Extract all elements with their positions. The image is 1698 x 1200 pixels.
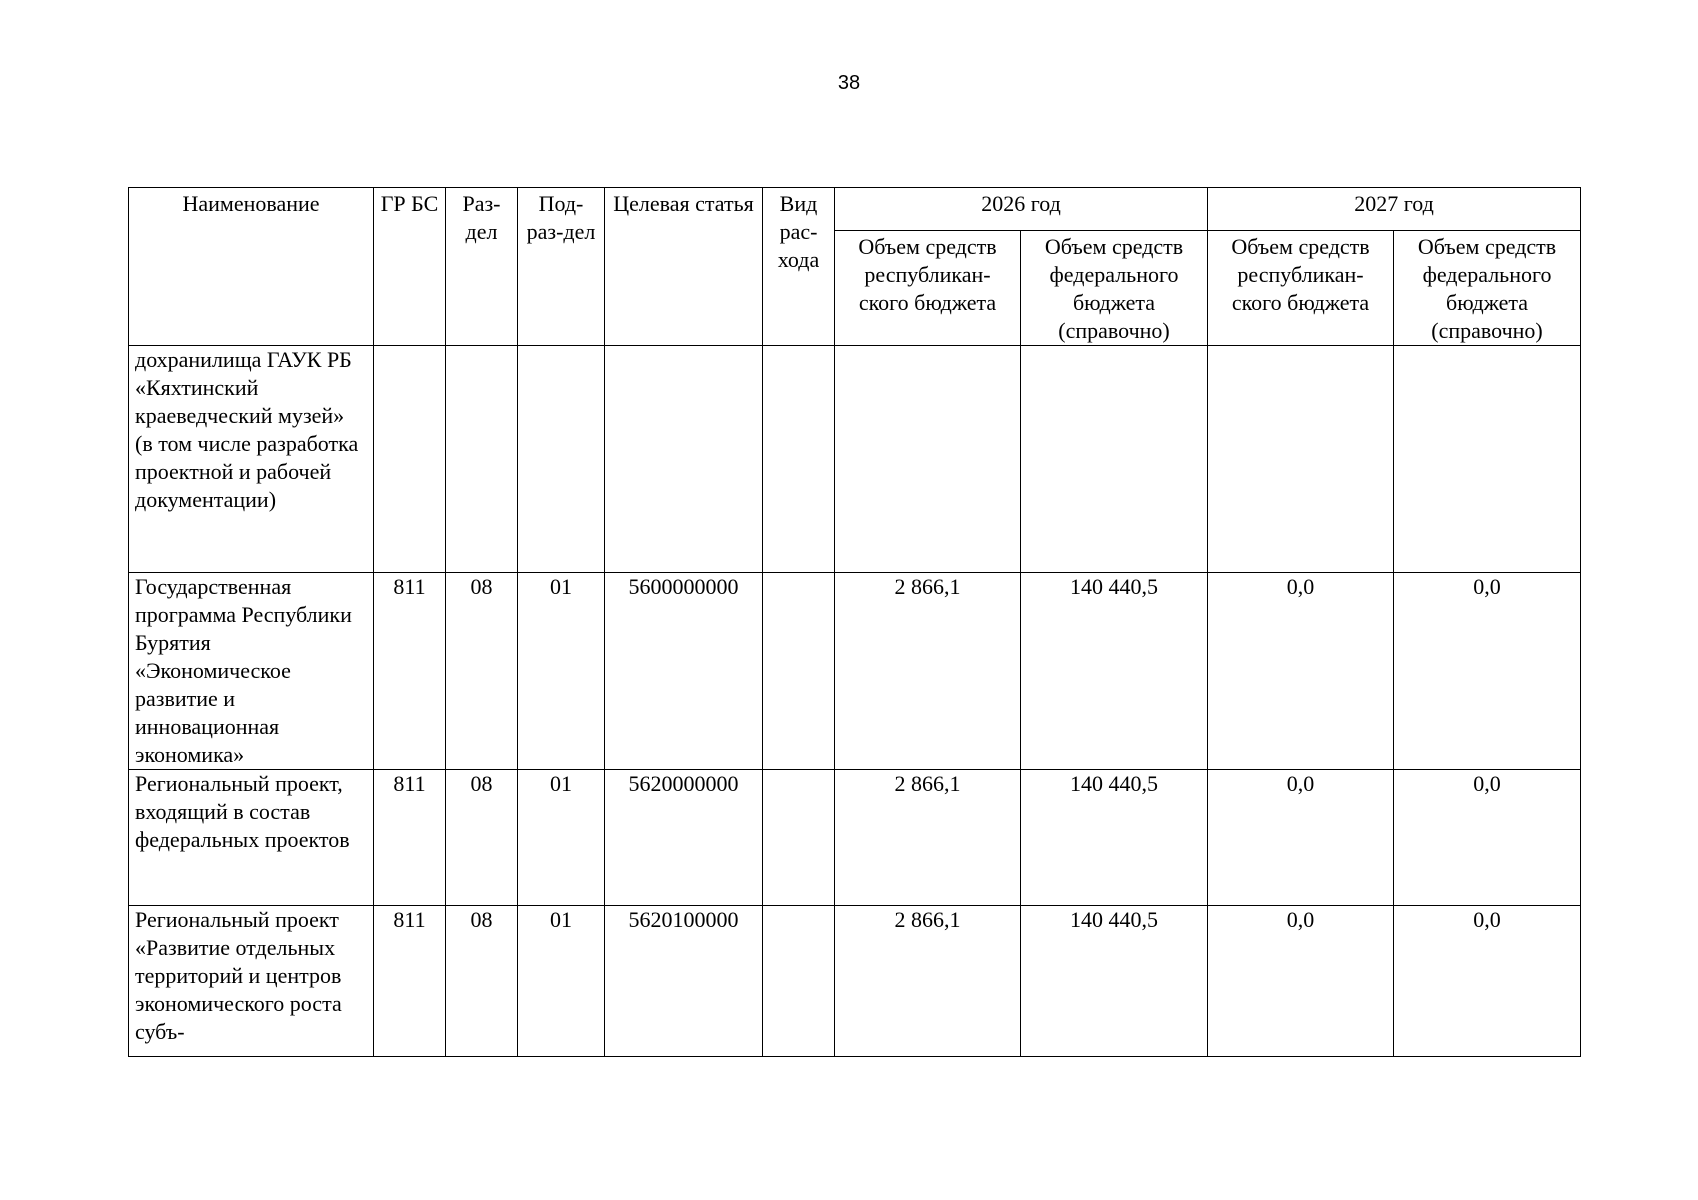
cell-rep-2026 bbox=[835, 346, 1021, 573]
cell-rep-2026: 2 866,1 bbox=[835, 906, 1021, 1057]
cell-rep-2027 bbox=[1208, 346, 1394, 573]
cell-razdel: 08 bbox=[446, 906, 518, 1057]
cell-rep-2026: 2 866,1 bbox=[835, 770, 1021, 906]
cell-name: дохранилища ГАУК РБ «Кяхтинский краеведческий музей» (в том числе разработка проектной и рабочей документации) bbox=[129, 346, 374, 573]
table-row bbox=[129, 346, 1581, 573]
cell-grbs: 811 bbox=[374, 573, 446, 770]
table-row bbox=[129, 573, 1581, 770]
cell-grbs bbox=[374, 346, 446, 573]
header-target-article: Целевая статья bbox=[605, 188, 763, 346]
header-razdel: Раз-дел bbox=[446, 188, 518, 346]
header-podrazdel: Под-раз-дел bbox=[518, 188, 605, 346]
header-expense-type: Вид рас-хода bbox=[763, 188, 835, 346]
cell-fed-2027: 0,0 bbox=[1394, 573, 1581, 770]
header-fed-budget-2027: Объем средств федерального бюджета (справочно) bbox=[1394, 231, 1581, 346]
header-year-2027: 2027 год bbox=[1208, 188, 1581, 231]
header-rep-budget-2027: Объем средств республикан-ского бюджета bbox=[1208, 231, 1394, 346]
cell-target-article: 5600000000 bbox=[605, 573, 763, 770]
budget-table bbox=[128, 187, 1581, 1057]
cell-podrazdel: 01 bbox=[518, 573, 605, 770]
header-year-2026: 2026 год bbox=[835, 188, 1208, 231]
cell-razdel: 08 bbox=[446, 770, 518, 906]
cell-podrazdel bbox=[518, 346, 605, 573]
cell-fed-2027: 0,0 bbox=[1394, 770, 1581, 906]
cell-fed-2026 bbox=[1021, 346, 1208, 573]
header-name: Наименование bbox=[129, 188, 374, 346]
cell-rep-2027: 0,0 bbox=[1208, 573, 1394, 770]
cell-podrazdel: 01 bbox=[518, 770, 605, 906]
cell-name: Региональный проект, входящий в состав федеральных проектов bbox=[129, 770, 374, 906]
cell-rep-2026: 2 866,1 bbox=[835, 573, 1021, 770]
table-row bbox=[129, 906, 1581, 1057]
cell-grbs: 811 bbox=[374, 906, 446, 1057]
cell-expense-type bbox=[763, 346, 835, 573]
cell-target-article bbox=[605, 346, 763, 573]
header-fed-budget-2026: Объем средств федерального бюджета (справочно) bbox=[1021, 231, 1208, 346]
header-grbs: ГР БС bbox=[374, 188, 446, 346]
page-number: 38 bbox=[837, 72, 861, 94]
cell-target-article: 5620000000 bbox=[605, 770, 763, 906]
cell-fed-2026: 140 440,5 bbox=[1021, 573, 1208, 770]
header-rep-budget-2026: Объем средств республикан-ского бюджета bbox=[835, 231, 1021, 346]
cell-rep-2027: 0,0 bbox=[1208, 770, 1394, 906]
cell-fed-2027: 0,0 bbox=[1394, 906, 1581, 1057]
table-row bbox=[129, 770, 1581, 906]
cell-rep-2027: 0,0 bbox=[1208, 906, 1394, 1057]
cell-name: Государственная программа Республики Бурятия «Экономическое развитие и инновационная экономика» bbox=[129, 573, 374, 770]
cell-target-article: 5620100000 bbox=[605, 906, 763, 1057]
cell-fed-2026: 140 440,5 bbox=[1021, 906, 1208, 1057]
cell-razdel: 08 bbox=[446, 573, 518, 770]
cell-razdel bbox=[446, 346, 518, 573]
cell-expense-type bbox=[763, 906, 835, 1057]
cell-expense-type bbox=[763, 573, 835, 770]
cell-grbs: 811 bbox=[374, 770, 446, 906]
cell-fed-2026: 140 440,5 bbox=[1021, 770, 1208, 906]
cell-name: Региональный проект «Развитие отдельных территорий и центров экономического роста субъ- bbox=[129, 906, 374, 1057]
cell-expense-type bbox=[763, 770, 835, 906]
cell-fed-2027 bbox=[1394, 346, 1581, 573]
cell-podrazdel: 01 bbox=[518, 906, 605, 1057]
header-row-top bbox=[129, 188, 1581, 231]
